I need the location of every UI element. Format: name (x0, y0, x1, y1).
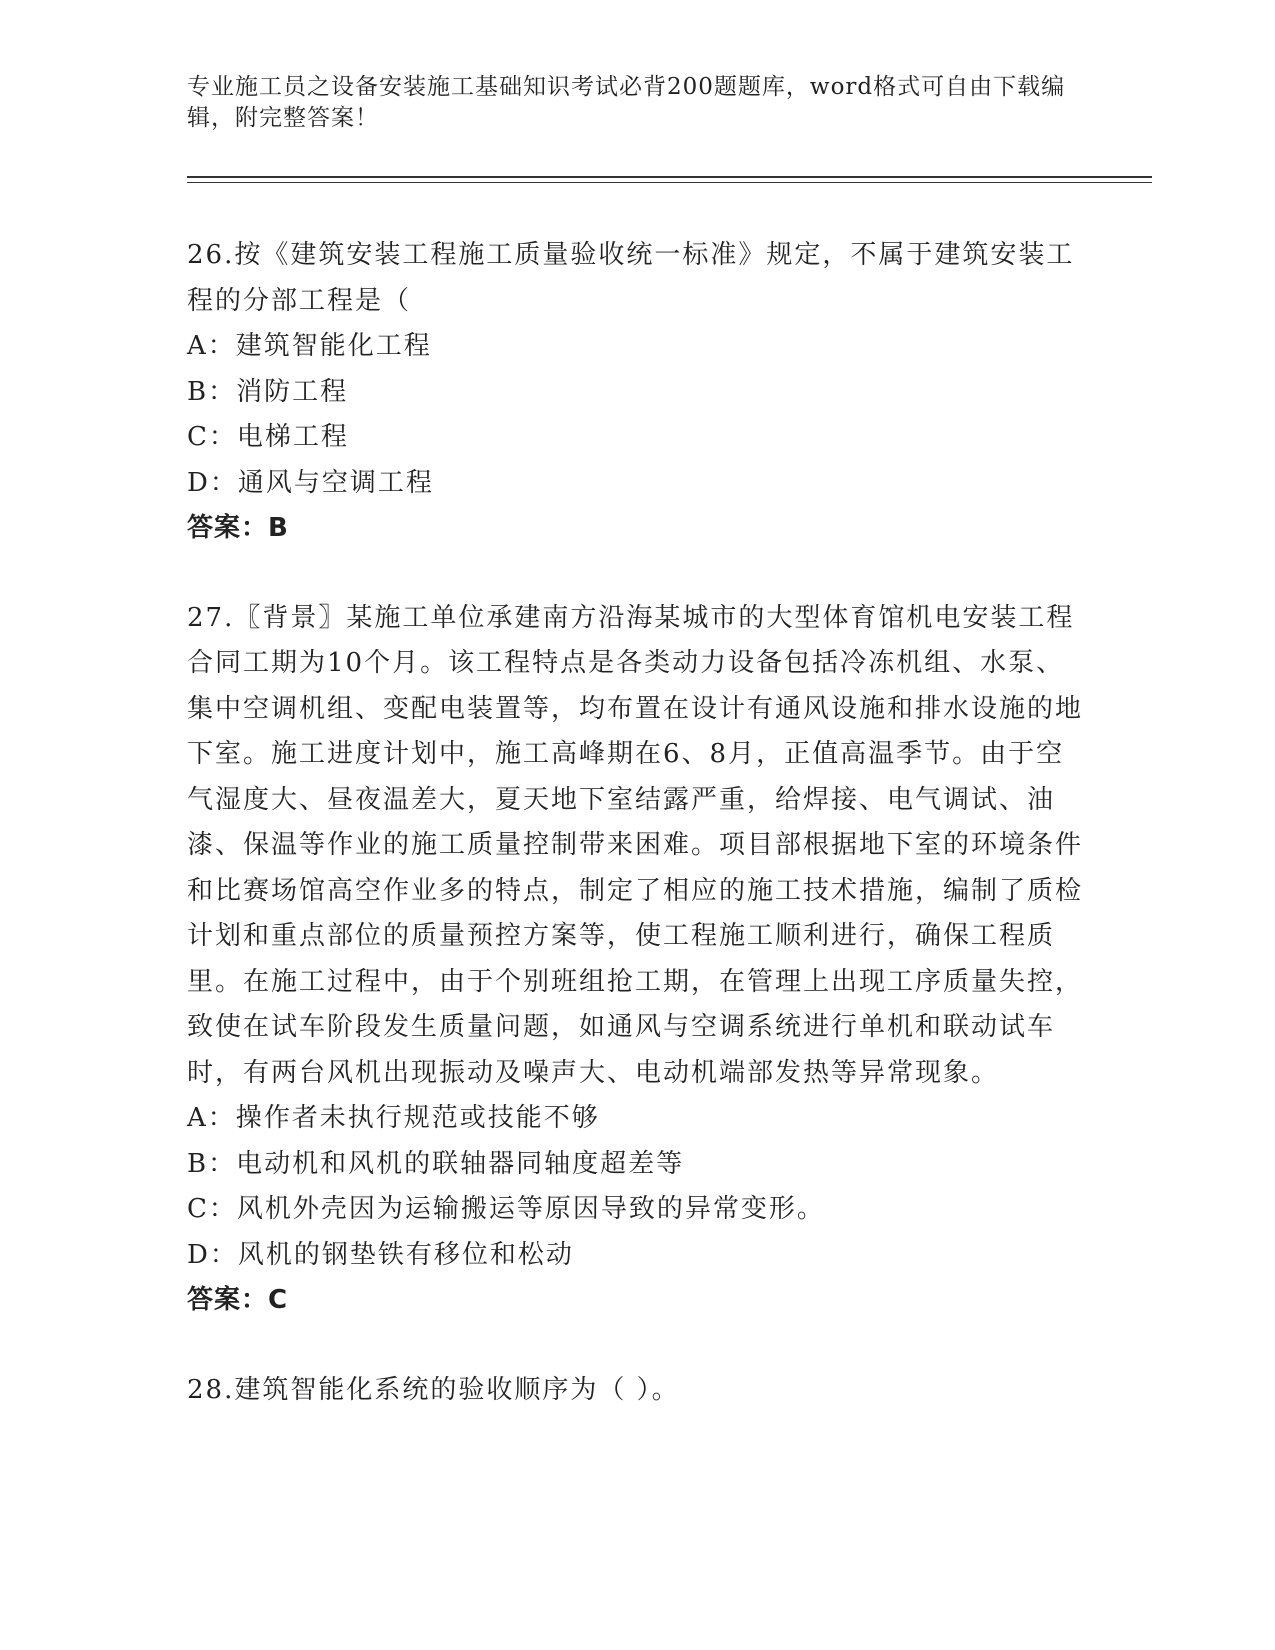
answer: 答案：C (187, 1285, 289, 1315)
option-c: C：电梯工程 (187, 422, 349, 452)
answer: 答案：B (187, 513, 289, 543)
option-d: D：风机的钢垫铁有移位和松动 (187, 1239, 574, 1270)
option-c: C：风机外壳因为运输搬运等原因导致的异常变形。 (187, 1194, 825, 1224)
option-b: B：电动机和风机的联轴器同轴度超差等 (187, 1148, 685, 1179)
question-text: 28.建筑智能化系统的验收顺序为（ ）。 (187, 1374, 680, 1405)
document-header: 专业施工员之设备安装施工基础知识考试必背200题题库，word格式可自由下载编辑，附完整答案！ (187, 74, 1066, 131)
question-26 (187, 233, 1087, 552)
spacer (187, 1324, 1087, 1368)
question-text: 26.按《建筑安装工程施工质量验收统一标准》规定，不属于建筑安装工程的分部工程是（ (187, 240, 1075, 316)
option-a: A：建筑智能化工程 (187, 331, 432, 361)
option-d: D：通风与空调工程 (187, 467, 434, 498)
spacer (187, 552, 1087, 596)
question-text: 27.〖背景〗某施工单位承建南方沿海某城市的大型体育馆机电安装工程合同工期为10个月。该工程特点是各类动力设备包括冷冻机组、水泵、集中空调机组、变配电装置等，均布置在设计有通风设施和排水设施的地下室。施工进度计划中，施工高峰期在6、8月，正值高温季节。由于空气湿度大、昼夜温差大，夏天地下室结露严重，给焊接、电气调试、油漆、保温等作业的施工质量控制带来困难。项目部根据地下室的环境条件和比赛场馆高空作业多的特点，制定了相应的施工技术措施，编制了质检计划和重点部位的质量预控方案等，使工程施工顺利进行，确保工程质里。在施工过程中，由于个别班组抢工期，在管理上出现工序质量失控，致使在试车阶段发生质量问题，如通风与空调系统进行单机和联动试车时，有两台风机出现振动及噪声大、电动机端部发热等异常现象。 (187, 602, 1084, 1088)
option-a: A：操作者未执行规范或技能不够 (187, 1103, 600, 1133)
header-divider-thin (187, 182, 1152, 183)
question-list (187, 233, 1087, 1413)
question-27 (187, 596, 1087, 1324)
header-divider-thick (187, 176, 1152, 178)
option-b: B：消防工程 (187, 376, 349, 407)
question-28 (187, 1368, 1087, 1414)
